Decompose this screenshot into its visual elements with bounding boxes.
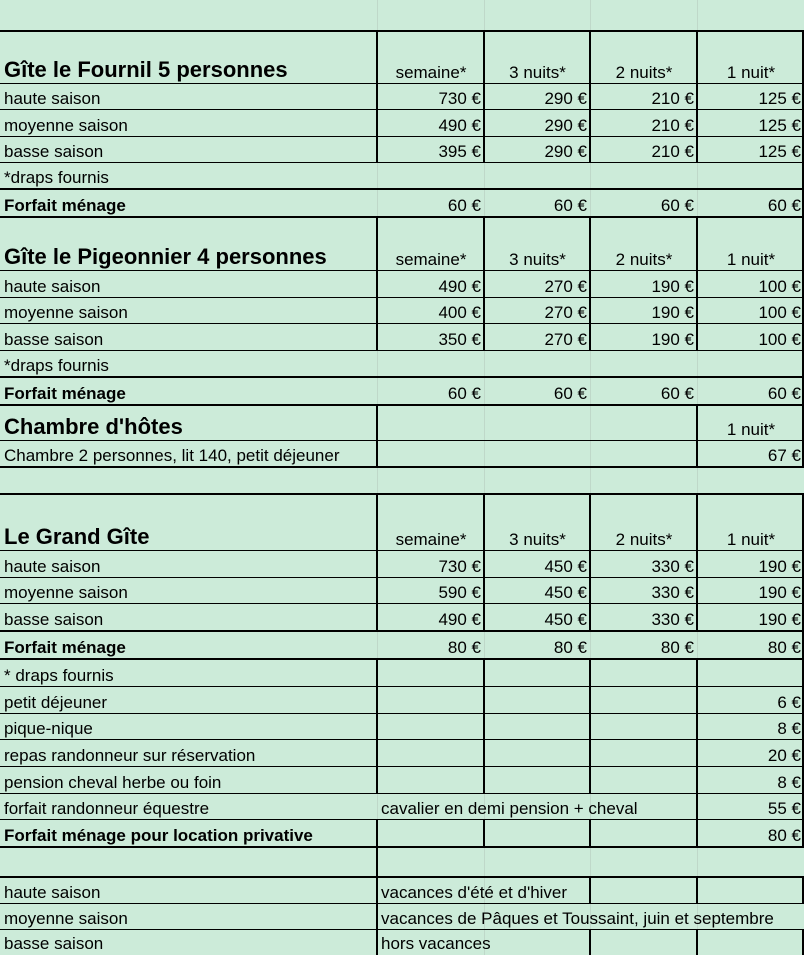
- border: [0, 188, 804, 190]
- price-cell: 450 €: [544, 610, 587, 629]
- price-cell: 730 €: [438, 89, 481, 108]
- border: [589, 658, 591, 794]
- border: [589, 820, 591, 848]
- table-row: [0, 271, 804, 298]
- price-cell: 60 €: [767, 196, 801, 215]
- price-cell: 450 €: [544, 583, 587, 602]
- header-2-nuits: 2 nuits*: [615, 530, 673, 549]
- price-cell: 67 €: [767, 446, 801, 465]
- border: [589, 216, 591, 351]
- draps-note: *draps fournis: [4, 356, 109, 375]
- draps-note: *draps fournis: [4, 168, 109, 187]
- season-legend-row: [0, 930, 804, 955]
- table-row: [0, 110, 804, 137]
- price-cell: 290 €: [544, 116, 587, 135]
- border: [0, 929, 804, 930]
- border: [0, 630, 804, 632]
- border: [376, 848, 378, 876]
- border: [0, 713, 804, 714]
- season-legend-desc: vacances de Pâques et Toussaint, juin et septembre: [381, 909, 774, 928]
- extra-row: [0, 740, 804, 767]
- header-1-nuit: 1 nuit*: [726, 420, 776, 439]
- border: [376, 876, 378, 955]
- menage-row: [0, 189, 804, 217]
- border: [0, 323, 804, 324]
- price-cell: 60 €: [767, 384, 801, 403]
- price-cell: 190 €: [758, 557, 801, 576]
- table-row: [0, 298, 804, 324]
- price-cell: 125 €: [758, 89, 801, 108]
- border: [483, 30, 485, 163]
- season-legend-desc: hors vacances: [381, 934, 491, 953]
- table-row: [0, 441, 804, 467]
- header-1-nuit: 1 nuit*: [726, 530, 776, 549]
- border: [0, 793, 804, 794]
- price-cell: 8 €: [777, 773, 801, 792]
- border: [0, 876, 804, 878]
- header-1-nuit: 1 nuit*: [726, 63, 776, 82]
- border: [376, 404, 378, 467]
- price-cell: 80 €: [767, 826, 801, 845]
- border: [696, 658, 698, 848]
- season-legend-row: [0, 877, 804, 904]
- border: [589, 930, 591, 955]
- price-cell: 60 €: [553, 196, 587, 215]
- extra-row: [0, 767, 804, 794]
- header-1-nuit: 1 nuit*: [726, 250, 776, 269]
- price-cell: 60 €: [447, 384, 481, 403]
- extra-label: forfait randonneur équestre: [4, 799, 210, 818]
- grand-header-row: [0, 494, 804, 551]
- season-legend-row: [0, 904, 804, 930]
- border: [0, 658, 804, 660]
- table-row: [0, 137, 804, 163]
- border: [0, 766, 804, 767]
- price-cell: 100 €: [758, 303, 801, 322]
- price-cell: 190 €: [651, 330, 694, 349]
- season-legend-desc: vacances d'été et d'hiver: [381, 883, 568, 902]
- border: [0, 350, 804, 351]
- fournil-title: Gîte le Fournil 5 personnes: [4, 57, 288, 82]
- privative-label: Forfait ménage pour location privative: [4, 826, 313, 845]
- price-cell: 490 €: [438, 277, 481, 296]
- price-cell: 210 €: [651, 142, 694, 161]
- season-legend-label: moyenne saison: [4, 909, 128, 928]
- price-cell: 490 €: [438, 116, 481, 135]
- price-cell: 450 €: [544, 557, 587, 576]
- border: [0, 30, 804, 32]
- header-3-nuits: 3 nuits*: [509, 250, 566, 269]
- price-cell: 60 €: [660, 384, 694, 403]
- price-cell: 20 €: [767, 746, 801, 765]
- note-row: [0, 659, 804, 687]
- fournil-header-row: [0, 31, 804, 84]
- border: [0, 162, 804, 163]
- season-legend-label: basse saison: [4, 934, 104, 953]
- table-row: [0, 578, 804, 604]
- price-cell: 60 €: [553, 384, 587, 403]
- price-cell: 190 €: [651, 277, 694, 296]
- price-cell: 330 €: [651, 610, 694, 629]
- border: [0, 83, 804, 84]
- grand-title: Le Grand Gîte: [4, 524, 150, 549]
- season-label: haute saison: [4, 277, 101, 296]
- note-row: [0, 163, 804, 189]
- price-cell: 190 €: [651, 303, 694, 322]
- table-row: [0, 84, 804, 110]
- extra-label: petit déjeuner: [4, 693, 108, 712]
- border: [696, 30, 698, 163]
- extra-row: [0, 687, 804, 714]
- price-cell: 60 €: [447, 196, 481, 215]
- border: [696, 876, 698, 904]
- table-row: [0, 324, 804, 351]
- border: [0, 376, 804, 378]
- season-legend-label: haute saison: [4, 883, 101, 902]
- price-cell: 190 €: [758, 610, 801, 629]
- price-cell: 60 €: [660, 196, 694, 215]
- border: [696, 930, 698, 955]
- price-cell: 190 €: [758, 583, 801, 602]
- border: [696, 404, 698, 467]
- price-cell: 125 €: [758, 142, 801, 161]
- border: [0, 466, 804, 468]
- menage-row: [0, 631, 804, 659]
- price-cell: 330 €: [651, 583, 694, 602]
- border: [0, 404, 804, 406]
- border: [589, 493, 591, 631]
- price-cell: 80 €: [767, 638, 801, 657]
- chambre-header-row: [0, 405, 804, 441]
- price-cell: 80 €: [553, 638, 587, 657]
- border: [0, 109, 804, 110]
- header-semaine: semaine*: [395, 250, 467, 269]
- border: [376, 820, 378, 848]
- price-cell: 80 €: [447, 638, 481, 657]
- season-label: basse saison: [4, 610, 104, 629]
- price-cell: 8 €: [777, 719, 801, 738]
- price-cell: 590 €: [438, 583, 481, 602]
- border: [0, 270, 804, 271]
- header-semaine: semaine*: [395, 530, 467, 549]
- chambre-label: Chambre 2 personnes, lit 140, petit déjeuner: [4, 446, 340, 465]
- border: [483, 820, 485, 848]
- border: [0, 493, 804, 495]
- menage-label: Forfait ménage: [4, 384, 126, 403]
- header-2-nuits: 2 nuits*: [615, 250, 673, 269]
- season-label: moyenne saison: [4, 116, 128, 135]
- price-cell: 400 €: [438, 303, 481, 322]
- price-cell: 395 €: [438, 142, 481, 161]
- menage-label: Forfait ménage: [4, 638, 126, 657]
- price-cell: 100 €: [758, 277, 801, 296]
- border: [376, 658, 378, 794]
- border: [0, 903, 804, 904]
- header-semaine: semaine*: [395, 63, 467, 82]
- header-3-nuits: 3 nuits*: [509, 63, 566, 82]
- season-label: haute saison: [4, 557, 101, 576]
- price-cell: 210 €: [651, 116, 694, 135]
- border: [0, 686, 804, 687]
- menage-label: Forfait ménage: [4, 196, 126, 215]
- price-cell: 270 €: [544, 303, 587, 322]
- border: [696, 216, 698, 351]
- border: [0, 603, 804, 604]
- draps-note: * draps fournis: [4, 666, 114, 685]
- pigeonnier-header-row: [0, 217, 804, 271]
- price-cell: 6 €: [777, 693, 801, 712]
- chambre-title: Chambre d'hôtes: [4, 414, 183, 439]
- border: [0, 577, 804, 578]
- border: [589, 30, 591, 163]
- extra-row: [0, 714, 804, 740]
- header-3-nuits: 3 nuits*: [509, 530, 566, 549]
- border: [0, 846, 804, 848]
- menage-row: [0, 377, 804, 405]
- note-row: [0, 351, 804, 377]
- border: [589, 876, 591, 904]
- price-cell: 290 €: [544, 89, 587, 108]
- border: [0, 550, 804, 551]
- price-cell: 290 €: [544, 142, 587, 161]
- extra-row: [0, 820, 804, 847]
- border: [483, 658, 485, 794]
- price-cell: 125 €: [758, 116, 801, 135]
- season-label: moyenne saison: [4, 583, 128, 602]
- season-label: basse saison: [4, 142, 104, 161]
- border: [0, 216, 804, 218]
- border: [376, 30, 378, 163]
- extra-label: pique-nique: [4, 719, 93, 738]
- extra-label: repas randonneur sur réservation: [4, 746, 256, 765]
- price-cell: 270 €: [544, 277, 587, 296]
- extra-label: pension cheval herbe ou foin: [4, 773, 222, 792]
- season-label: basse saison: [4, 330, 104, 349]
- price-cell: 55 €: [767, 799, 801, 818]
- border: [0, 440, 804, 441]
- equestre-description: cavalier en demi pension + cheval: [381, 799, 638, 818]
- table-row: [0, 604, 804, 631]
- border: [0, 297, 804, 298]
- price-cell: 270 €: [544, 330, 587, 349]
- table-row: [0, 551, 804, 578]
- price-cell: 100 €: [758, 330, 801, 349]
- border: [0, 819, 804, 820]
- border: [696, 493, 698, 631]
- price-cell: 330 €: [651, 557, 694, 576]
- border: [483, 493, 485, 631]
- price-cell: 80 €: [660, 638, 694, 657]
- border: [483, 216, 485, 351]
- border: [0, 739, 804, 740]
- season-label: moyenne saison: [4, 303, 128, 322]
- border: [376, 493, 378, 631]
- season-label: haute saison: [4, 89, 101, 108]
- border: [376, 216, 378, 351]
- header-2-nuits: 2 nuits*: [615, 63, 673, 82]
- price-cell: 730 €: [438, 557, 481, 576]
- extra-row: [0, 794, 804, 820]
- border: [0, 136, 804, 137]
- pigeonnier-title: Gîte le Pigeonnier 4 personnes: [4, 244, 327, 269]
- price-cell: 490 €: [438, 610, 481, 629]
- price-cell: 350 €: [438, 330, 481, 349]
- price-cell: 210 €: [651, 89, 694, 108]
